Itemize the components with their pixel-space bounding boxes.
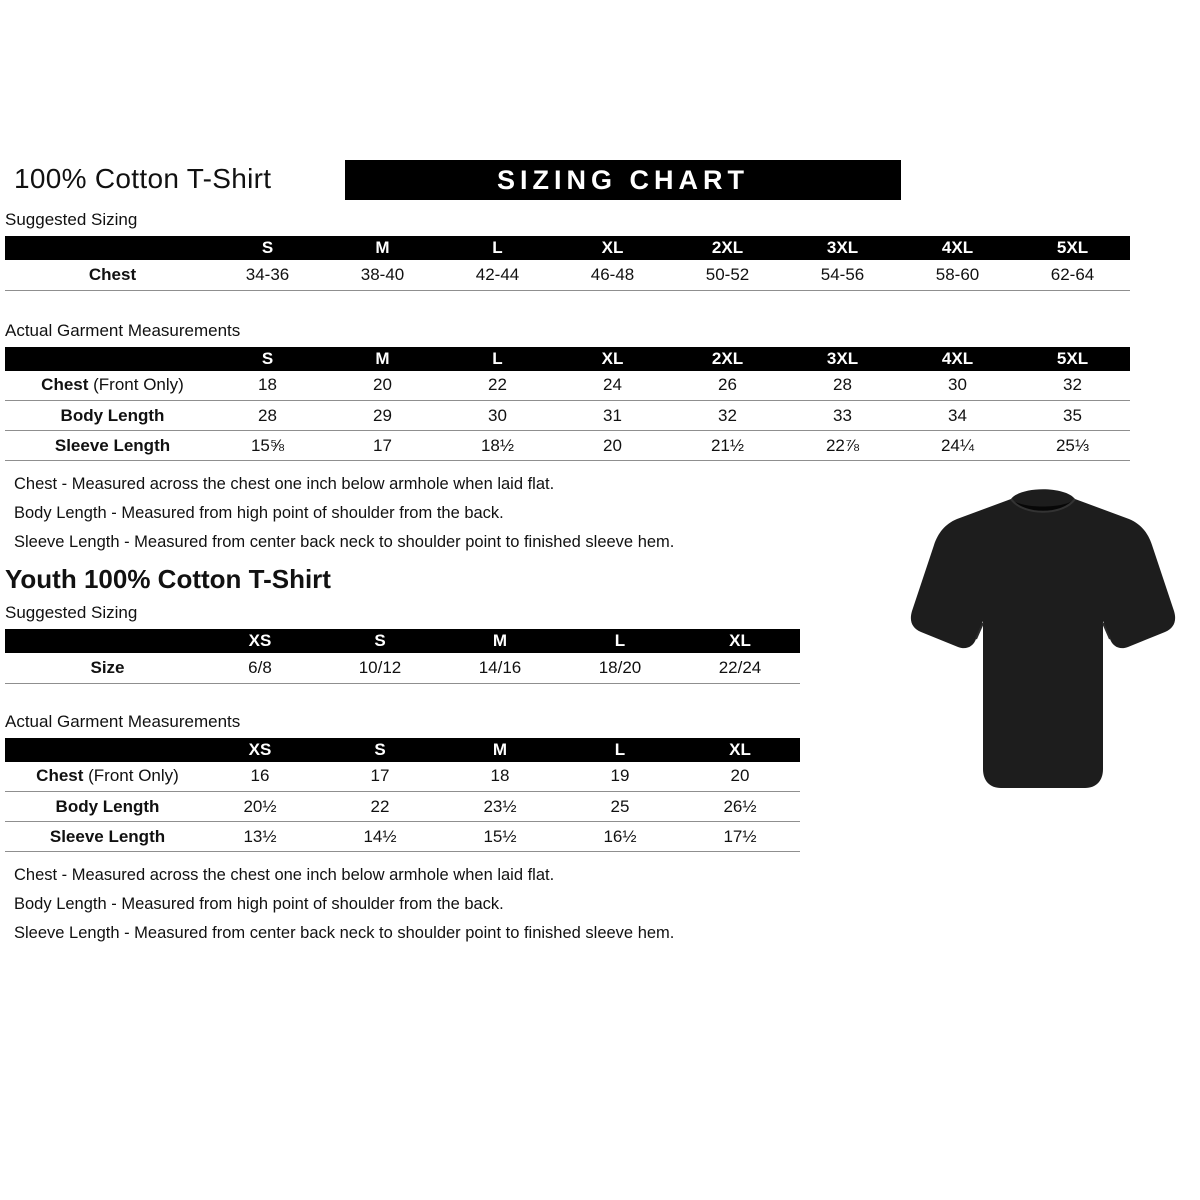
column-header: 3XL: [785, 236, 900, 260]
column-header: 3XL: [785, 347, 900, 371]
youth-measurement-notes: [0, 866, 1200, 943]
cell: 58-60: [900, 260, 1015, 290]
column-header: M: [440, 629, 560, 653]
column-header: L: [440, 236, 555, 260]
adult-actual-measurements-table: [5, 347, 1130, 462]
row-label: [5, 653, 200, 683]
column-header: L: [560, 738, 680, 762]
column-header: 4XL: [900, 347, 1015, 371]
cell: 22/24: [680, 653, 800, 683]
tshirt-image: [893, 468, 1193, 818]
cell: 62-64: [1015, 260, 1130, 290]
column-header-blank: [5, 738, 200, 762]
column-header-blank: [5, 629, 200, 653]
cell: 24¼: [900, 431, 1015, 461]
table-header-row: [5, 236, 1130, 260]
cell: 18: [210, 371, 325, 401]
cell: 10/12: [320, 653, 440, 683]
youth-suggested-sizing-table: [5, 629, 800, 684]
column-header: S: [320, 629, 440, 653]
column-header: XS: [200, 738, 320, 762]
cell: 14/16: [440, 653, 560, 683]
row-label: [5, 822, 200, 852]
youth-page-title: Youth 100% Cotton T-Shirt: [5, 564, 331, 594]
cell: 6/8: [200, 653, 320, 683]
column-header: L: [440, 347, 555, 371]
row-label-suffix: (Front Only): [88, 375, 184, 395]
body-length-note: Body Length - Measured from high point of shoulder from the back.: [14, 504, 504, 522]
table-row: [5, 762, 800, 792]
adult-suggested-sizing-table: [5, 236, 1130, 291]
column-header: 5XL: [1015, 347, 1130, 371]
column-header: M: [325, 236, 440, 260]
body-length-note: Body Length - Measured from high point of shoulder from the back.: [14, 895, 504, 913]
cell: 25: [560, 792, 680, 822]
cell: 18/20: [560, 653, 680, 683]
row-label: [5, 401, 210, 431]
row-label-text: Chest: [88, 264, 137, 284]
row-label: [5, 431, 210, 461]
table-row: [5, 260, 1130, 290]
row-label: [5, 792, 200, 822]
column-header: XL: [680, 738, 800, 762]
cell: 15⅝: [210, 431, 325, 461]
sizing-chart-banner-label: SIZING CHART: [497, 164, 749, 195]
cell: 19: [560, 762, 680, 792]
row-label-text: Chest: [41, 375, 89, 395]
cell: 15½: [440, 822, 560, 852]
cell: 30: [440, 401, 555, 431]
cell: 30: [900, 371, 1015, 401]
cell: 24: [555, 371, 670, 401]
table-row: [5, 431, 1130, 461]
column-header: XL: [680, 629, 800, 653]
row-label-text: Body Length: [60, 405, 165, 425]
cell: 35: [1015, 401, 1130, 431]
cell: 20: [325, 371, 440, 401]
row-label-text: Body Length: [55, 796, 160, 816]
column-header: 5XL: [1015, 236, 1130, 260]
column-header: 2XL: [670, 347, 785, 371]
youth-actual-measurements-table: [5, 738, 800, 853]
cell: 38-40: [325, 260, 440, 290]
column-header: 4XL: [900, 236, 1015, 260]
cell: 29: [325, 401, 440, 431]
sizing-chart-banner: [345, 160, 901, 200]
table-header-row: [5, 738, 800, 762]
cell: 50-52: [670, 260, 785, 290]
cell: 20: [555, 431, 670, 461]
page-title: 100% Cotton T-Shirt: [14, 163, 272, 194]
sleeve-length-note: Sleeve Length - Measured from center back neck to shoulder point to finished sleeve hem.: [14, 924, 675, 942]
column-header: 2XL: [670, 236, 785, 260]
adult-actual-measurements-label: Actual Garment Measurements: [5, 320, 241, 340]
cell: 22⅞: [785, 431, 900, 461]
cell: 13½: [200, 822, 320, 852]
youth-suggested-sizing-label: Suggested Sizing: [5, 603, 138, 622]
cell: 32: [670, 401, 785, 431]
cell: 18½: [440, 431, 555, 461]
row-label: [5, 260, 210, 290]
row-label-suffix: (Front Only): [83, 766, 179, 786]
cell: 34-36: [210, 260, 325, 290]
cell: 31: [555, 401, 670, 431]
table-header-row: [5, 629, 800, 653]
cell: 42-44: [440, 260, 555, 290]
cell: 54-56: [785, 260, 900, 290]
column-header: S: [210, 236, 325, 260]
cell: 32: [1015, 371, 1130, 401]
column-header: M: [325, 347, 440, 371]
cell: 17: [320, 762, 440, 792]
page-header: [0, 160, 1200, 206]
row-label-text: Sleeve Length: [54, 435, 171, 455]
cell: 18: [440, 762, 560, 792]
row-label: [5, 762, 200, 792]
sleeve-length-note: Sleeve Length - Measured from center back neck to shoulder point to finished sleeve hem.: [14, 533, 675, 551]
chest-note: Chest - Measured across the chest one inch below armhole when laid flat.: [14, 866, 555, 884]
column-header: M: [440, 738, 560, 762]
youth-actual-measurements-label: Actual Garment Measurements: [5, 711, 241, 731]
cell: 28: [210, 401, 325, 431]
column-header: L: [560, 629, 680, 653]
cell: 16½: [560, 822, 680, 852]
cell: 25⅓: [1015, 431, 1130, 461]
cell: 46-48: [555, 260, 670, 290]
cell: 14½: [320, 822, 440, 852]
row-label-text: Size: [90, 657, 125, 677]
column-header: XS: [200, 629, 320, 653]
cell: 28: [785, 371, 900, 401]
cell: 26: [670, 371, 785, 401]
chest-note: Chest - Measured across the chest one inch below armhole when laid flat.: [14, 475, 555, 493]
table-row: [5, 401, 1130, 431]
column-header: S: [320, 738, 440, 762]
row-label-text: Sleeve Length: [49, 826, 166, 846]
cell: 33: [785, 401, 900, 431]
column-header: XL: [555, 347, 670, 371]
column-header-blank: [5, 236, 210, 260]
cell: 23½: [440, 792, 560, 822]
table-row: [5, 371, 1130, 401]
cell: 34: [900, 401, 1015, 431]
cell: 26½: [680, 792, 800, 822]
column-header-blank: [5, 347, 210, 371]
row-label: [5, 371, 210, 401]
column-header: S: [210, 347, 325, 371]
cell: 16: [200, 762, 320, 792]
cell: 21½: [670, 431, 785, 461]
cell: 20: [680, 762, 800, 792]
row-label-text: Chest: [36, 766, 84, 786]
cell: 17½: [680, 822, 800, 852]
table-row: [5, 822, 800, 852]
cell: 22: [440, 371, 555, 401]
column-header: XL: [555, 236, 670, 260]
adult-suggested-sizing-label: Suggested Sizing: [5, 210, 138, 229]
cell: 22: [320, 792, 440, 822]
table-header-row: [5, 347, 1130, 371]
table-row: [5, 653, 800, 683]
cell: 17: [325, 431, 440, 461]
table-row: [5, 792, 800, 822]
cell: 20½: [200, 792, 320, 822]
